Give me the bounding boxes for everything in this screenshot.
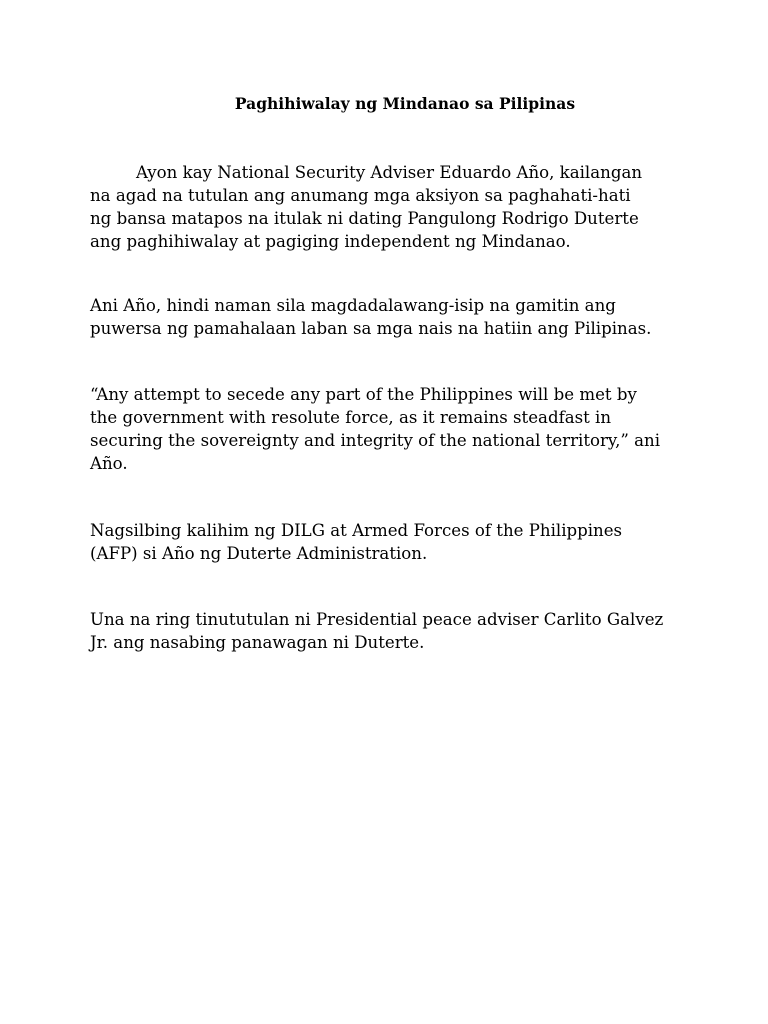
paragraph-line: (AFP) si Año ng Duterte Administration. <box>90 544 428 563</box>
paragraph-5 <box>90 608 690 654</box>
paragraph-line: na agad na tutulan ang anumang mga aksiyon sa paghahati-hati <box>90 186 631 205</box>
paragraph-line: ng bansa matapos na itulak ni dating Pangulong Rodrigo Duterte <box>90 209 639 228</box>
paragraph-line: the government with resolute force, as it remains steadfast in <box>90 408 612 427</box>
paragraph-2 <box>90 294 690 340</box>
paragraph-line: Una na ring tinututulan ni Presidential peace adviser Carlito Galvez <box>90 610 664 629</box>
paragraph-line: securing the sovereignty and integrity of the national territory,” ani <box>90 431 661 450</box>
paragraph-line: “Any attempt to secede any part of the Philippines will be met by <box>90 385 637 404</box>
paragraph-line: ang paghihiwalay at pagiging independent ng Mindanao. <box>90 232 571 251</box>
paragraph-line: Ayon kay National Security Adviser Eduardo Año, kailangan <box>136 163 643 182</box>
paragraph-line: Jr. ang nasabing panawagan ni Duterte. <box>90 633 425 652</box>
paragraph-line: puwersa ng pamahalaan laban sa mga nais na hatiin ang Pilipinas. <box>90 319 652 338</box>
paragraph-line: Ani Año, hindi naman sila magdadalawang-isip na gamitin ang <box>90 296 616 315</box>
paragraph-4 <box>90 519 690 565</box>
paragraph-line: Nagsilbing kalihim ng DILG at Armed Forces of the Philippines <box>90 521 623 540</box>
paragraph-1 <box>90 161 690 253</box>
paragraph-3-quote <box>90 383 690 475</box>
paragraph-line: Año. <box>90 454 128 473</box>
document-title: Paghihiwalay ng Mindanao sa Pilipinas <box>234 94 576 113</box>
